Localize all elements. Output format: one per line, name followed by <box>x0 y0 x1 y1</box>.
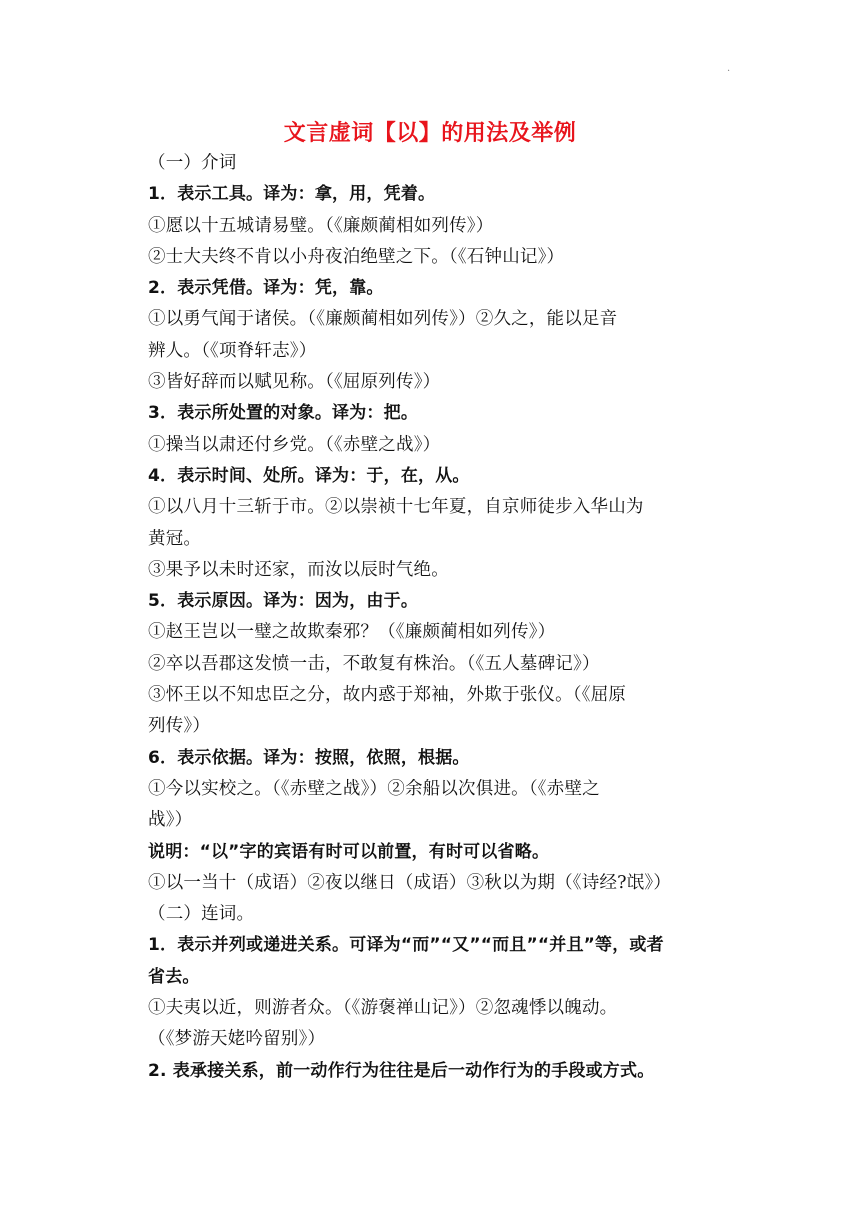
section-heading: 1．表示并列或递进关系。可译为“而”“又”“而且”“并且”等，或者 <box>148 935 664 956</box>
text-line: 列传》） <box>148 716 211 737</box>
document-title: 文言虚词【以】的用法及举例 <box>283 121 577 146</box>
text-line: ①夫夷以近，则游者众。（《游褒禅山记》）②忽魂悸以魄动。 <box>148 998 618 1019</box>
text-line: 黄冠。 <box>148 528 202 549</box>
text-line: （《梦游天姥吟留别》） <box>148 1029 326 1050</box>
text-line: ③皆好辞而以赋见称。（《屈原列传》） <box>148 372 441 393</box>
text-line: ①赵王岂以一璧之故欺秦邪？（《廉颇蔺相如列传》） <box>148 622 556 643</box>
section-heading: 4．表示时间、处所。译为：于，在，从。 <box>148 465 470 486</box>
text-line: ①以八月十三斩于市。②以崇祯十七年夏，自京师徒步入华山为 <box>148 497 644 518</box>
text-line: 战》） <box>148 810 193 831</box>
document-body <box>148 148 718 1087</box>
text-line: ①以勇气闻于诸侯。（《廉颇蔺相如列传》）②久之，能以足音 <box>148 309 618 330</box>
section-heading: 省去。 <box>148 966 200 987</box>
text-line: 辨人。（《项脊轩志》） <box>148 340 317 361</box>
text-line: ②卒以吾郡这发愤一击，不敢复有株治。（《五人墓碑记》） <box>148 653 600 674</box>
section-heading: 1．表示工具。译为：拿，用，凭着。 <box>148 184 436 205</box>
section-heading: 3．表示所处置的对象。译为：把。 <box>148 403 419 424</box>
text-line: ③果予以未时还家，而汝以辰时气绝。 <box>148 559 449 580</box>
text-line: ②士大夫终不肯以小舟夜泊绝壁之下。（《石钟山记》） <box>148 246 565 267</box>
text-line: ①愿以十五城请易璧。（《廉颇蔺相如列传》） <box>148 215 494 236</box>
section-heading: 说明：“以”字的宾语有时可以前置，有时可以省略。 <box>148 841 550 862</box>
section-heading: 6．表示依据。译为：按照，依照，根据。 <box>148 747 470 768</box>
text-line: （二）连词。 <box>148 904 255 925</box>
text-line: ①今以实校之。（《赤壁之战》）②余船以次俱进。（《赤壁之 <box>148 778 600 799</box>
text-line: ①以一当十（成语）②夜以继日（成语）③秋以为期（《诗经?氓》） <box>148 872 672 893</box>
section-heading: 5．表示原因。译为：因为，由于。 <box>148 591 419 612</box>
text-line: ③怀王以不知忠臣之分，故内惑于郑袖，外欺于张仪。（《屈原 <box>148 685 627 706</box>
section-heading: 2. 表承接关系，前一动作行为往往是后一动作行为的手段或方式。 <box>148 1060 655 1081</box>
text-line: （一）介词 <box>148 153 237 173</box>
section-heading: 2．表示凭借。译为：凭，靠。 <box>148 278 384 299</box>
text-line: ①操当以肃还付乡党。（《赤壁之战》） <box>148 434 441 455</box>
page-dot: · <box>727 66 731 77</box>
